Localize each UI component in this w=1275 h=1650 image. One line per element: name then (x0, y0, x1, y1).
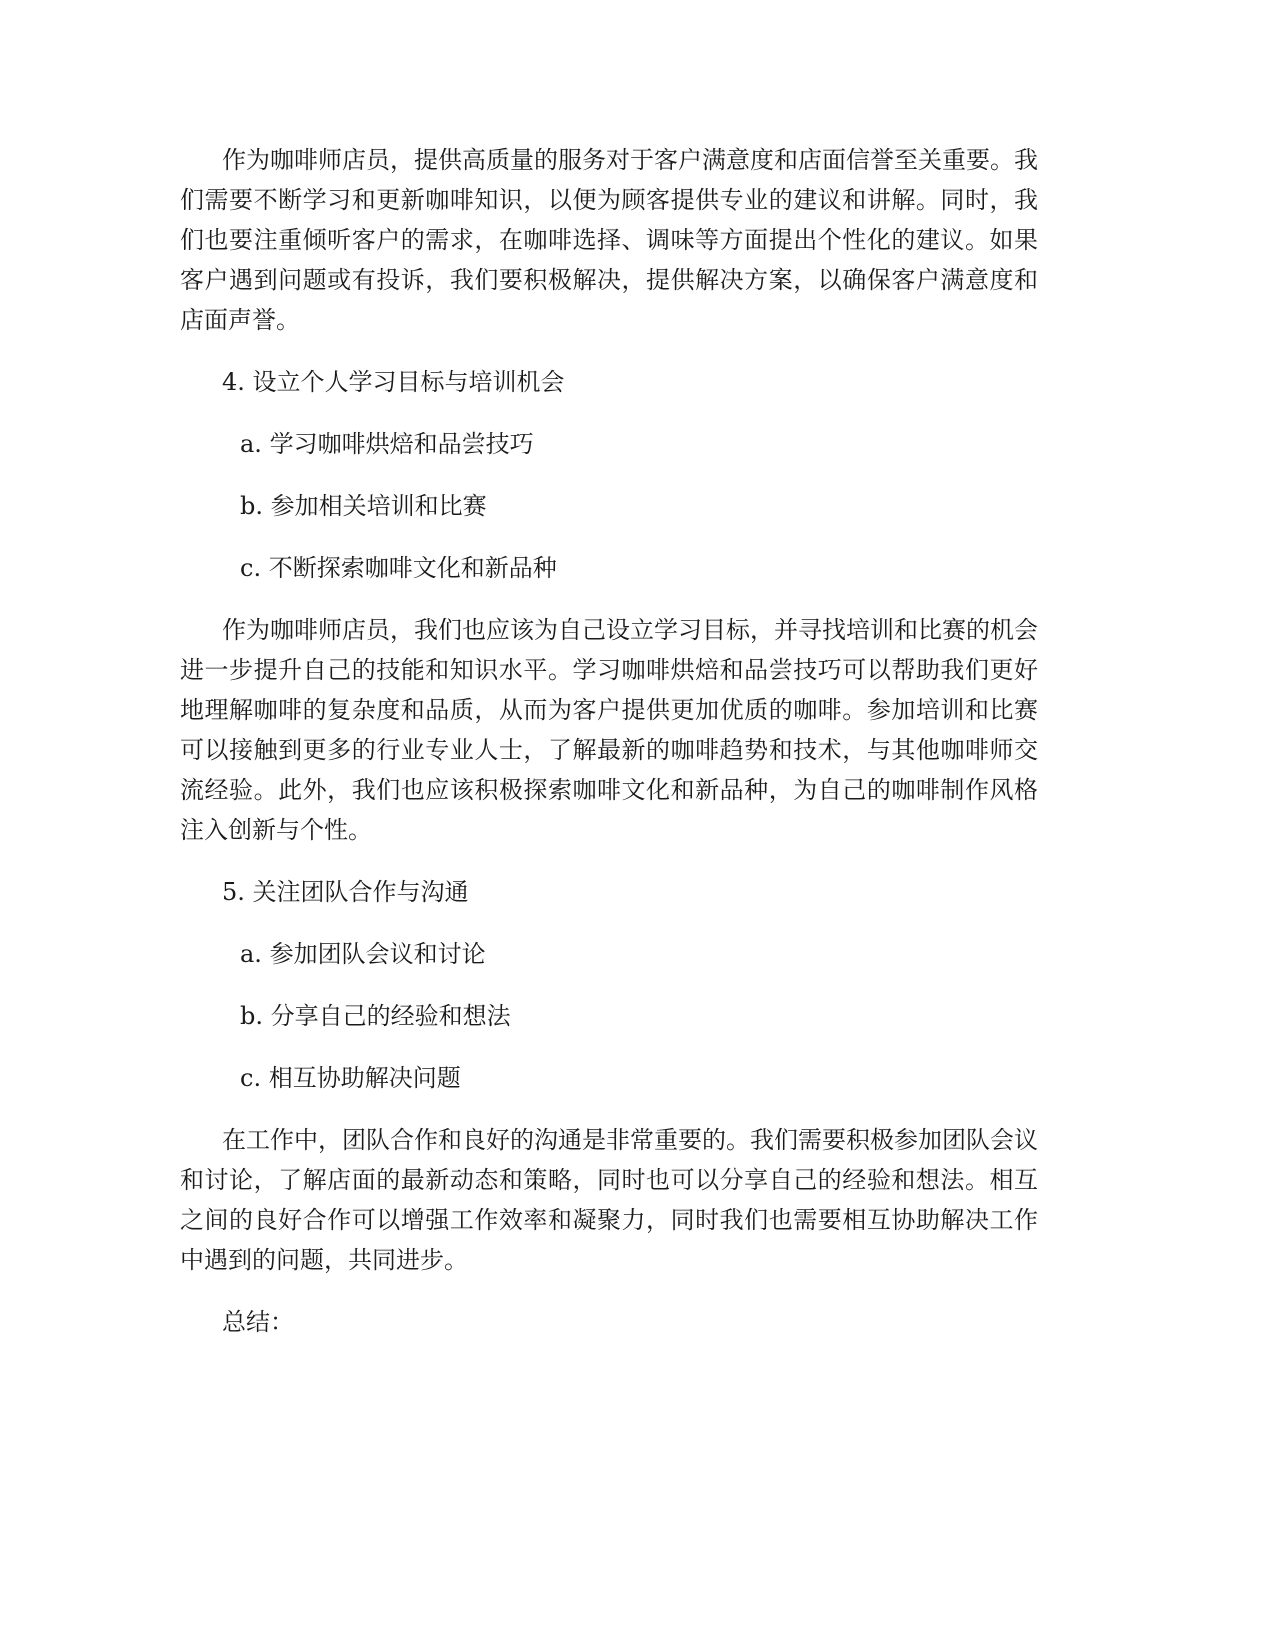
section-5-item-c: c. 相互协助解决问题 (240, 1064, 461, 1092)
section-5-item-a: a. 参加团队会议和讨论 (240, 940, 486, 968)
section-5-item-b: b. 分享自己的经验和想法 (240, 1002, 511, 1030)
section-4-heading: 4. 设立个人学习目标与培训机会 (222, 368, 565, 396)
section-4-item-c: c. 不断探索咖啡文化和新品种 (240, 554, 557, 582)
intro-paragraph: 作为咖啡师店员，提供高质量的服务对于客户满意度和店面信誉至关重要。我们需要不断学习和更新咖啡知识，以便为顾客提供专业的建议和讲解。同时，我们也要注重倾听客户的需求，在咖啡选择、调味等方面提出个性化的建议。如果客户遇到问题或有投诉，我们要积极解决，提供解决方案，以确保客户满意度和店面声誉。 (180, 146, 1038, 334)
summary-label: 总结： (222, 1308, 294, 1336)
document-page (180, 140, 1038, 1364)
section-4-item-b: b. 参加相关培训和比赛 (240, 492, 487, 520)
section-4-paragraph: 作为咖啡师店员，我们也应该为自己设立学习目标，并寻找培训和比赛的机会进一步提升自己的技能和知识水平。学习咖啡烘焙和品尝技巧可以帮助我们更好地理解咖啡的复杂度和品质，从而为客户提供更加优质的咖啡。参加培训和比赛可以接触到更多的行业专业人士，了解最新的咖啡趋势和技术，与其他咖啡师交流经验。此外，我们也应该积极探索咖啡文化和新品种，为自己的咖啡制作风格注入创新与个性。 (180, 616, 1038, 844)
section-5-heading: 5. 关注团队合作与沟通 (222, 878, 469, 906)
section-5-paragraph: 在工作中，团队合作和良好的沟通是非常重要的。我们需要积极参加团队会议和讨论，了解店面的最新动态和策略，同时也可以分享自己的经验和想法。相互之间的良好合作可以增强工作效率和凝聚力，同时我们也需要相互协助解决工作中遇到的问题，共同进步。 (180, 1126, 1038, 1274)
section-4-item-a: a. 学习咖啡烘焙和品尝技巧 (240, 430, 534, 458)
